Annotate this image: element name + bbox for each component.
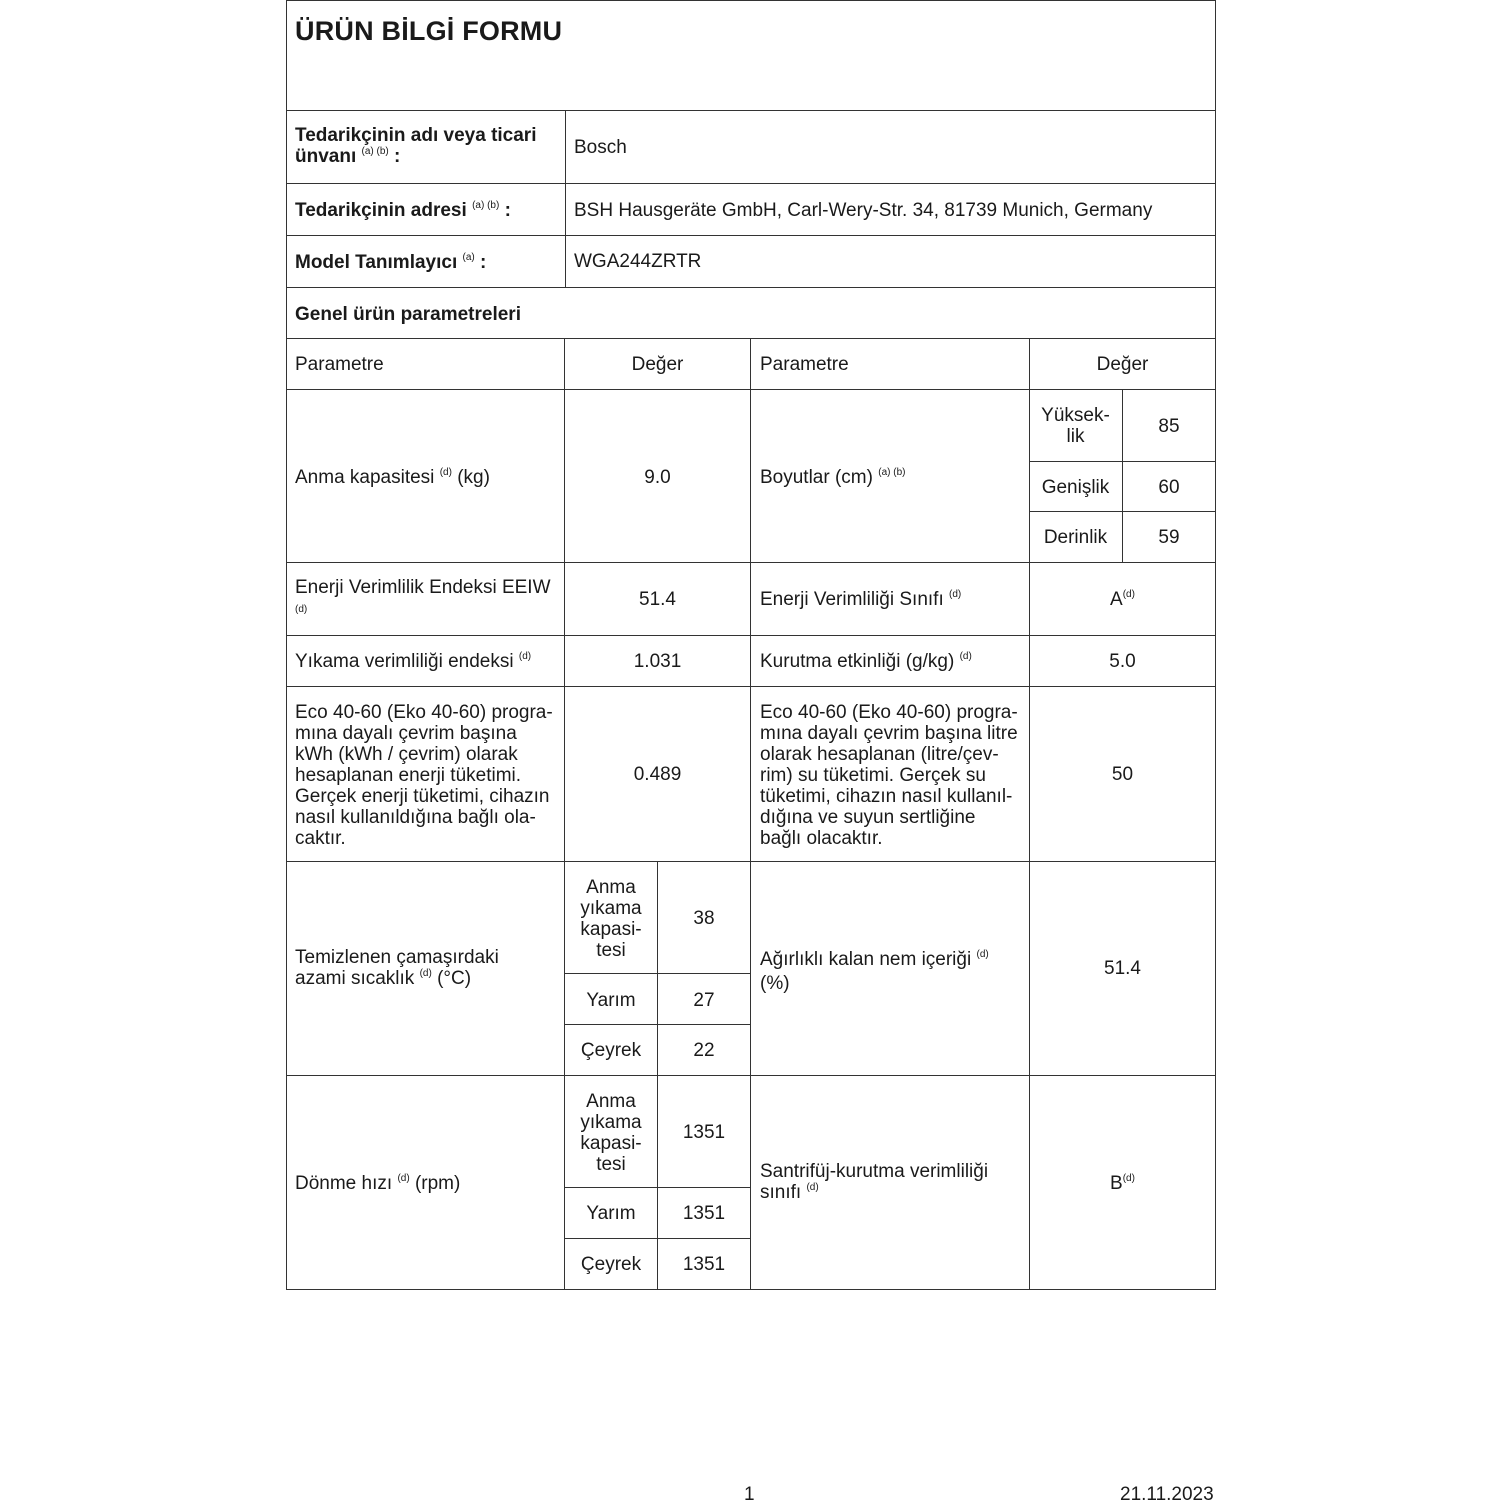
max-temp-quarter-value: 22 <box>693 1040 715 1061</box>
max-temp-label-line-2 <box>295 968 560 992</box>
supplier-address-label-text: Tedarikçinin adresi <box>295 200 467 221</box>
moisture-ref: (d) <box>976 949 989 960</box>
rinse-label-text: Kurutma etkinliği (g/kg) <box>760 651 955 672</box>
divider <box>286 389 1216 390</box>
rated-line: kapasi- <box>580 1133 642 1154</box>
divider <box>565 1024 751 1025</box>
eei-label-text: Enerji Verimlilik Endeksi EEIW <box>295 577 551 598</box>
spin-speed-ref: (d) <box>397 1173 410 1184</box>
moisture-label-line-1 <box>760 949 1025 973</box>
depth-value: 59 <box>1158 527 1180 548</box>
capacity-label <box>295 467 490 491</box>
divider <box>286 562 1216 563</box>
energy-class-label <box>760 589 961 613</box>
header-value-right: Değer <box>1096 354 1149 375</box>
spin-rated-label <box>565 1091 657 1175</box>
model-label: Model Tanımlayıcı $^{(a)}$ : <box>295 252 487 273</box>
energy-consumption-line: nasıl kullanıldığına bağlı ola- <box>295 807 536 828</box>
water-consumption-line: bağlı olacaktır. <box>760 828 883 849</box>
supplier-address-label: Tedarikçinin adresi $^{(a) (b)}$ : <box>295 200 511 221</box>
rated-line: Anma <box>586 1091 636 1112</box>
supplier-name-value: Bosch <box>574 137 627 158</box>
dimensions-label-text: Boyutlar (cm) <box>760 467 873 488</box>
model-refs: (a) <box>462 252 475 263</box>
energy-consumption-value: 0.489 <box>633 764 682 785</box>
energy-consumption-line: hesaplanan enerji tüketimi. <box>295 765 522 786</box>
wash-index-ref: (d) <box>518 651 532 662</box>
rated-line: kapasi- <box>580 919 642 940</box>
supplier-name-label-text: Tedarikçinin adı veya ticari ünvanı <box>295 125 537 167</box>
max-temp-ref: (d) <box>419 968 432 979</box>
divider <box>286 861 1216 862</box>
divider <box>286 338 1216 339</box>
depth-label: Derinlik <box>1043 527 1108 548</box>
water-consumption-line: rim) su tüketimi. Gerçek su <box>760 765 986 786</box>
model-label-text: Model Tanımlayıcı <box>295 252 458 273</box>
max-temp-label-text: azami sıcaklık <box>295 968 415 989</box>
divider <box>750 338 751 1290</box>
rated-line: yıkama <box>580 898 642 919</box>
supplier-name-refs: (a) (b) <box>361 146 389 157</box>
spin-class-label-text: sınıfı <box>760 1182 802 1203</box>
capacity-value: 9.0 <box>644 467 671 488</box>
moisture-value: 51.4 <box>1104 958 1141 979</box>
section-title: Genel ürün parametreleri <box>295 304 521 325</box>
rated-line: Anma <box>586 877 636 898</box>
water-consumption-line: dığına ve suyun sertliğine <box>760 807 976 828</box>
spin-class-label-line-2 <box>760 1182 1025 1206</box>
energy-class-value <box>1029 589 1216 613</box>
wash-index-value: 1.031 <box>633 651 682 672</box>
spin-class-value-ref: (d) <box>1122 1173 1135 1184</box>
height-label-line-1: Yüksek- <box>1041 405 1110 426</box>
wash-index-label-text: Yıkama verimliliği endeksi <box>295 651 514 672</box>
energy-consumption-line: caktır. <box>295 828 346 849</box>
energy-consumption-line: Gerçek enerji tüketimi, cihazın <box>295 786 550 807</box>
rinse-label <box>760 651 972 675</box>
spin-class-label-line-1: Santrifüj-kurutma verimliliği <box>760 1161 989 1182</box>
rated-line: tesi <box>596 1154 626 1175</box>
footer-date: 21.11.2023 <box>1120 1484 1214 1505</box>
divider <box>286 183 1216 184</box>
supplier-address-value: BSH Hausgeräte GmbH, Carl-Wery-Str. 34, 81739 Munich, Germany <box>574 200 1153 221</box>
spin-rated-value: 1351 <box>682 1122 726 1143</box>
max-temp-unit: (°C) <box>437 968 472 989</box>
spin-class-ref: (d) <box>806 1182 819 1193</box>
divider <box>565 1187 751 1188</box>
spin-quarter-value: 1351 <box>682 1254 726 1275</box>
max-temp-quarter-label: Çeyrek <box>580 1040 642 1061</box>
spin-quarter-label: Çeyrek <box>580 1254 642 1275</box>
wash-index-label <box>295 651 531 675</box>
height-label <box>1029 405 1122 447</box>
eei-value: 51.4 <box>639 589 676 610</box>
model-value: WGA244ZRTR <box>574 251 702 272</box>
moisture-label-text: Ağırlıklı kalan nem içeriği <box>760 949 972 970</box>
width-value: 60 <box>1158 477 1180 498</box>
energy-consumption-line: Eco 40-60 (Eko 40-60) progra- <box>295 702 553 723</box>
capacity-unit: (kg) <box>457 467 490 488</box>
height-value: 85 <box>1158 416 1180 437</box>
eei-label <box>295 577 560 622</box>
spin-class-letter: B <box>1110 1173 1123 1194</box>
spin-half-label: Yarım <box>586 1203 636 1224</box>
water-consumption-label <box>760 702 1025 849</box>
form-frame <box>286 0 1216 1290</box>
spin-speed-label-text: Dönme hızı <box>295 1173 393 1194</box>
max-temp-half-label: Yarım <box>586 990 636 1011</box>
width-label: Genişlik <box>1041 477 1110 498</box>
divider <box>286 287 1216 288</box>
energy-consumption-line: kWh (kWh / çevrim) olarak <box>295 744 518 765</box>
water-consumption-line: olarak hesaplanan (litre/çev- <box>760 744 999 765</box>
rated-line: tesi <box>596 940 626 961</box>
divider <box>286 1075 1216 1076</box>
energy-class-letter: A <box>1110 589 1123 610</box>
spin-class-label <box>760 1161 1025 1206</box>
divider <box>565 1238 751 1239</box>
spin-speed-unit: (rpm) <box>414 1173 461 1194</box>
divider <box>565 973 751 974</box>
dimensions-label <box>760 467 905 491</box>
page-number: 1 <box>744 1484 755 1505</box>
spin-class-value <box>1029 1173 1216 1197</box>
divider <box>286 110 1216 111</box>
height-label-line-2: lik <box>1066 426 1085 447</box>
capacity-label-text: Anma kapasitesi <box>295 467 435 488</box>
moisture-unit: (%) <box>760 973 790 994</box>
rated-line: yıkama <box>580 1112 642 1133</box>
spin-speed-label <box>295 1173 460 1197</box>
water-consumption-line: mına dayalı çevrim başına litre <box>760 723 1018 744</box>
max-temp-label-line-1: Temizlenen çamaşırdaki <box>295 947 499 968</box>
energy-class-value-ref: (d) <box>1122 589 1135 600</box>
max-temp-rated-label <box>565 877 657 961</box>
dimensions-refs: (a) (b) <box>878 467 906 478</box>
moisture-label <box>760 949 1025 994</box>
energy-class-label-text: Enerji Verimliliği Sınıfı <box>760 589 944 610</box>
energy-class-ref: (d) <box>949 589 962 600</box>
header-param-right: Parametre <box>760 354 849 375</box>
divider <box>286 686 1216 687</box>
energy-consumption-line: mına dayalı çevrim başına <box>295 723 517 744</box>
max-temp-label <box>295 947 560 992</box>
divider <box>565 110 566 288</box>
rinse-value: 5.0 <box>1109 651 1136 672</box>
spin-half-value: 1351 <box>682 1203 726 1224</box>
rinse-ref: (d) <box>959 651 972 662</box>
max-temp-rated-value: 38 <box>693 908 715 929</box>
eei-ref: (d) <box>295 604 308 615</box>
divider <box>286 235 1216 236</box>
header-value-left: Değer <box>631 354 684 375</box>
page-title: ÜRÜN BİLGİ FORMU <box>295 16 563 46</box>
water-consumption-line: Eco 40-60 (Eko 40-60) progra- <box>760 702 1018 723</box>
capacity-ref: (d) <box>439 467 452 478</box>
energy-consumption-label <box>295 702 560 849</box>
divider <box>286 635 1216 636</box>
supplier-name-label: Tedarikçinin adı veya ticari ünvanı $^{(a) (b)}$ : <box>295 125 537 167</box>
header-param-left: Parametre <box>295 354 384 375</box>
water-consumption-line: tüketimi, cihazın nasıl kullanıl- <box>760 786 1013 807</box>
max-temp-half-value: 27 <box>693 990 715 1011</box>
supplier-address-refs: (a) (b) <box>472 200 500 211</box>
water-consumption-value: 50 <box>1111 764 1134 785</box>
